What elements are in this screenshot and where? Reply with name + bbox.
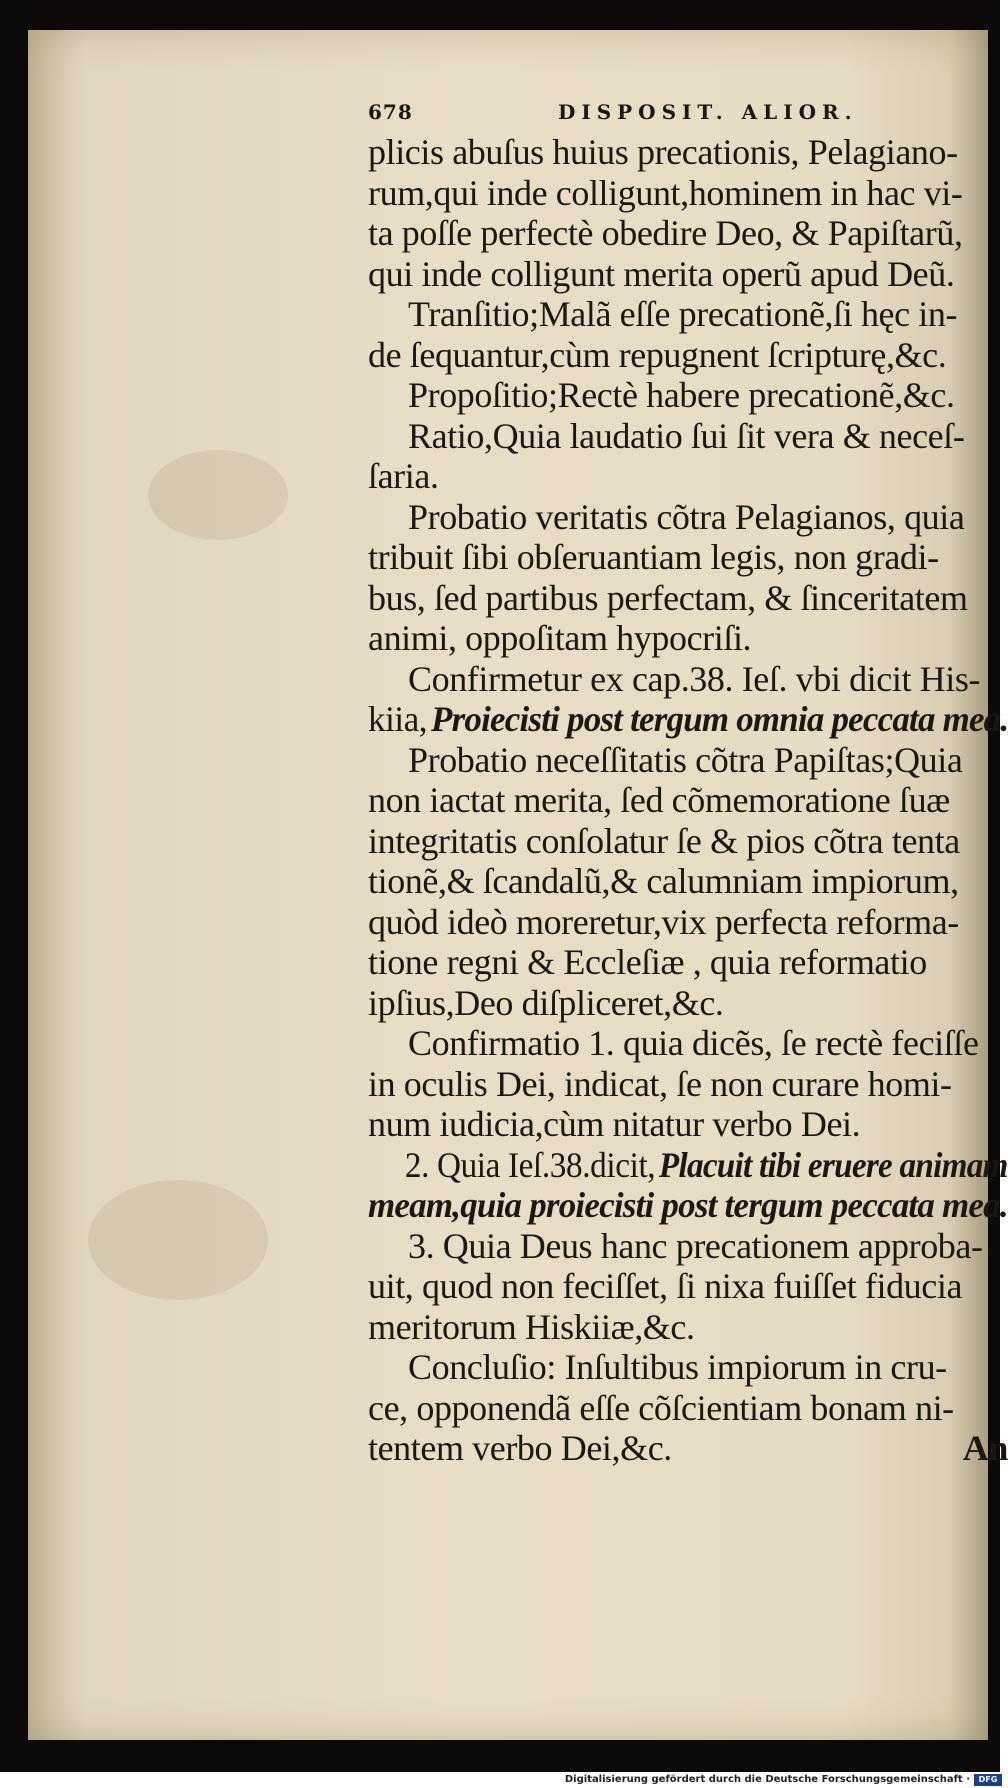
line-text: ipſius,Deo diſpliceret,&c. xyxy=(368,982,724,1023)
line-text: Confirmatio 1. quia dicẽs, ſe rectè feciſſe xyxy=(408,1023,979,1063)
text-line xyxy=(368,861,1008,902)
line-text: tione regni & Eccleſiæ , quia reformatio xyxy=(368,942,927,982)
text-line xyxy=(368,699,1008,740)
line-text: plicis abuſus huius precationis, Pelagiano- xyxy=(368,132,958,172)
text-line xyxy=(368,1266,1008,1307)
text-line xyxy=(368,375,1008,416)
text-line xyxy=(368,1144,1008,1186)
text-line xyxy=(368,497,1008,538)
italic-quotation: Placuit tibi eruere animam xyxy=(658,1144,1008,1185)
running-head: DISPOSIT. ALIOR. xyxy=(558,100,858,124)
line-text: 2. Quia Ieſ.38.dicit, xyxy=(404,1144,656,1185)
line-text: non iactat merita, ſed cõmemoratione ſuæ xyxy=(368,780,950,820)
text-line xyxy=(368,213,1008,254)
catchword: An xyxy=(962,1428,1008,1468)
text-line xyxy=(368,294,1008,335)
line-text: Tranſitio;Malã eſſe precationẽ,ſi hęc in- xyxy=(408,294,958,334)
line-text: Propoſitio;Rectè habere precationẽ,&c. xyxy=(408,375,955,415)
line-text: kiia, xyxy=(368,699,428,739)
line-text: tentem verbo Dei,&c. xyxy=(368,1428,672,1468)
text-line xyxy=(368,1023,1008,1064)
line-text: tionẽ,& ſcandalũ,& calumniam impiorum, xyxy=(368,861,959,901)
line-text: Confirmetur ex cap.38. Ieſ. vbi dicit His- xyxy=(408,658,981,699)
text-line xyxy=(368,416,1008,457)
italic-quotation: Proiecisti post tergum omnia peccata mea. xyxy=(431,699,1008,739)
line-text: uit, quod non feciſſet, ſi nixa fuiſſet fiducia xyxy=(368,1266,963,1306)
text-line xyxy=(368,537,1008,578)
page-header xyxy=(368,90,1008,132)
book-page xyxy=(28,30,1008,1740)
dfg-logo: DFG xyxy=(974,1774,1002,1786)
text-line xyxy=(368,902,1008,943)
text-line xyxy=(368,1347,1008,1388)
line-text: num iudicia,cùm nitatur verbo Dei. xyxy=(368,1104,861,1144)
text-line xyxy=(368,1104,1008,1145)
text-line xyxy=(368,618,1008,659)
line-text: quòd ideò moreretur,vix perfecta reforma- xyxy=(368,901,959,942)
line-text: in oculis Dei, indicat, ſe non curare homi- xyxy=(368,1063,952,1104)
text-line xyxy=(368,578,1008,619)
line-text: meritorum Hiskiiæ,&c. xyxy=(368,1306,695,1347)
text-line xyxy=(368,821,1008,862)
digitization-credit: Digitalisierung gefördert durch die Deutsche Forschungsgemeinschaft · xyxy=(564,1774,970,1785)
italic-quotation: meam,quia proiecisti post tergum peccata mea. xyxy=(368,1185,1008,1225)
line-text: Probatio veritatis cõtra Pelagianos, quia xyxy=(408,496,965,537)
line-text: de ſequantur,cùm repugnent ſcripturę,&c. xyxy=(368,334,947,375)
line-text: ſaria. xyxy=(368,456,439,496)
text-line xyxy=(368,254,1008,295)
text-line xyxy=(368,942,1008,983)
text-line xyxy=(368,659,1008,700)
text-line xyxy=(368,1428,1008,1469)
text-line xyxy=(368,173,1008,214)
text-lines xyxy=(368,132,1008,1469)
line-text: ta poſſe perfectè obedire Deo, & Papiſtarũ, xyxy=(368,213,963,253)
text-line xyxy=(368,1064,1008,1105)
text-line xyxy=(368,456,1008,497)
line-text: Concluſio: Inſultibus impiorum in cru- xyxy=(408,1347,947,1387)
text-line xyxy=(368,335,1008,376)
text-line xyxy=(368,1388,1008,1429)
text-line xyxy=(368,983,1008,1024)
line-text: ce, opponendã eſſe cõſcientiam bonam ni- xyxy=(368,1387,954,1428)
text-line xyxy=(368,1185,1008,1226)
paper-stain xyxy=(148,450,288,540)
line-text: Probatio neceſſitatis cõtra Papiſtas;Quia xyxy=(408,739,963,780)
line-text: 3. Quia Deus hanc precationem approba- xyxy=(408,1225,983,1266)
line-text: integritatis conſolatur ſe & pios cõtra tenta xyxy=(368,820,960,861)
line-text: bus, ſed partibus perfectam, & ſinceritatem xyxy=(368,577,968,618)
text-line xyxy=(368,1226,1008,1267)
page-text xyxy=(368,90,1008,1469)
text-line xyxy=(368,1307,1008,1348)
text-line xyxy=(368,132,1008,173)
text-line xyxy=(368,780,1008,821)
line-text: rum,qui inde colligunt,hominem in hac vi- xyxy=(368,172,963,213)
text-line xyxy=(368,740,1008,781)
line-text: tribuit ſibi obſeruantiam legis, non gradi- xyxy=(368,537,939,577)
line-text: animi, oppoſitam hypocriſi. xyxy=(368,618,752,658)
paper-stain xyxy=(88,1180,268,1300)
line-text: qui inde colligunt merita operũ apud Deũ. xyxy=(368,253,955,294)
page-number: 678 xyxy=(368,100,413,124)
line-text: Ratio,Quia laudatio ſui ſit vera & neceſ- xyxy=(408,415,965,456)
